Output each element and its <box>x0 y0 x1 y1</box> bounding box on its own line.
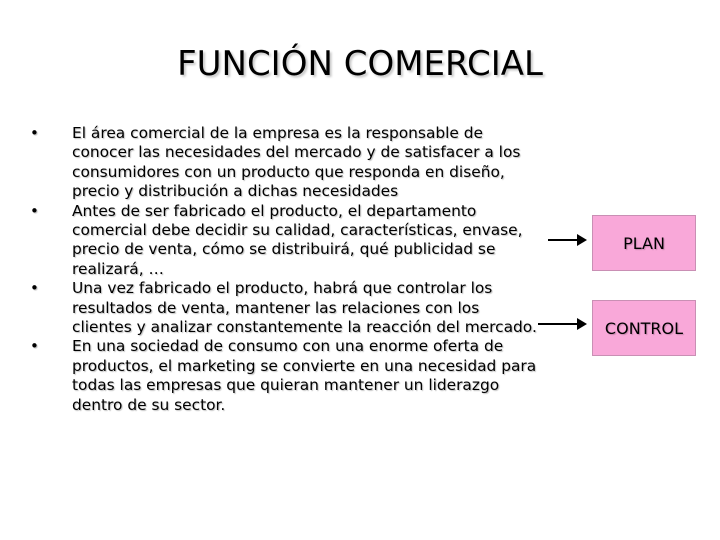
bullet-line: Antes de ser fabricado el producto, el departamento <box>72 201 477 220</box>
bullet-line: dentro de su sector. <box>72 395 226 414</box>
plan-box: PLAN <box>592 215 696 271</box>
bullet-item <box>28 337 573 415</box>
bullet-line: conocer las necesidades del mercado y de satisfacer a los <box>72 143 521 162</box>
arrow-right-icon <box>538 323 578 325</box>
bullet-item <box>28 279 573 337</box>
bullet-line: clientes y analizar constantemente la reacción del mercado. <box>72 318 537 337</box>
bullet-dot: • <box>30 337 39 356</box>
arrow-right-icon <box>548 239 578 241</box>
bullet-line: precio de venta, cómo se distribuirá, qué publicidad se <box>72 240 496 259</box>
bullet-line: En una sociedad de consumo con una enorme oferta de <box>72 337 504 356</box>
control-box: CONTROL <box>592 300 696 356</box>
bullet-line: consumidores con un producto que responda en diseño, <box>72 162 505 181</box>
bullet-line: Una vez fabricado el producto, habrá que controlar los <box>72 279 493 298</box>
bullet-line: precio y distribución a dichas necesidades <box>72 182 399 201</box>
bullet-dot: • <box>30 201 39 220</box>
slide-title: FUNCIÓN COMERCIAL <box>177 44 543 84</box>
bullet-line: resultados de venta, mantener las relaciones con los <box>72 298 480 317</box>
bullet-line: comercial debe decidir su calidad, características, envase, <box>72 221 523 240</box>
bullet-line: todas las empresas que quieran mantener un liderazgo <box>72 376 500 395</box>
bullet-dot: • <box>30 124 39 142</box>
bullet-line: productos, el marketing se convierte en una necesidad para <box>72 356 537 375</box>
bullet-line: realizará, … <box>72 259 164 278</box>
bullet-item <box>28 202 573 280</box>
bullet-list <box>28 124 573 415</box>
bullet-item <box>28 124 573 202</box>
bullet-line: El área comercial de la empresa es la responsable de <box>72 124 484 142</box>
bullet-dot: • <box>30 279 39 298</box>
